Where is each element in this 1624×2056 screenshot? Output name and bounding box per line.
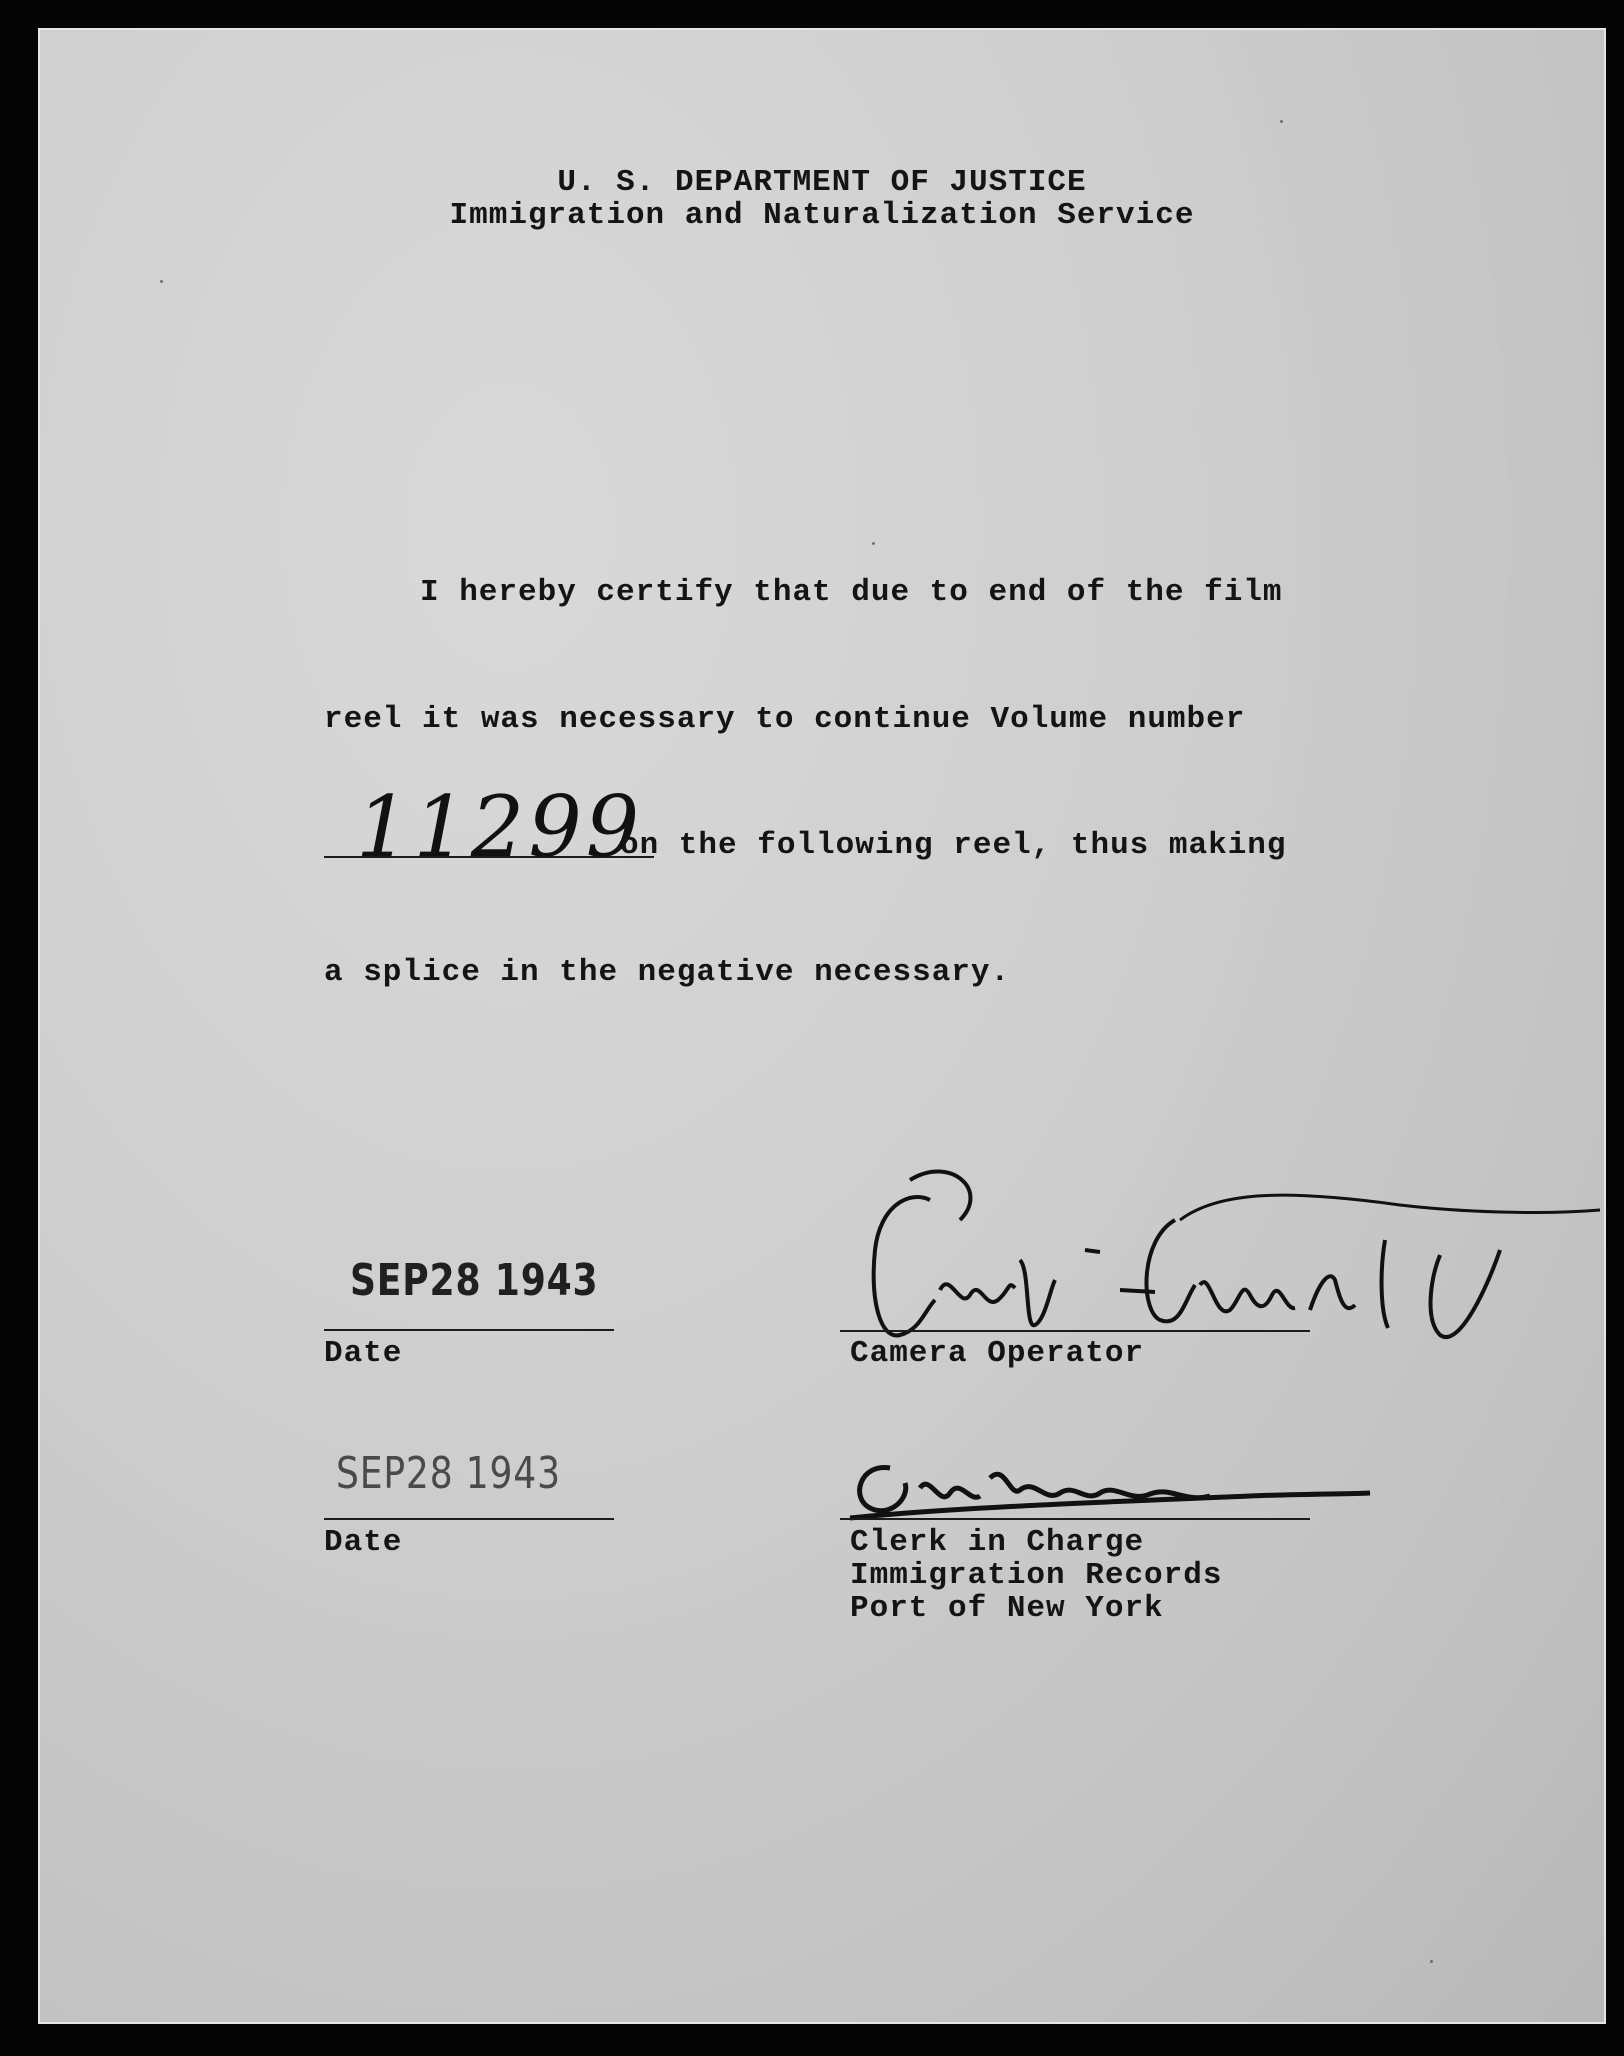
speck (1280, 120, 1283, 123)
date-stamp-2: SEP28 1943 (336, 1448, 561, 1499)
date-stamp-1: SEP28 1943 (350, 1255, 599, 1306)
certification-line-3: on the following reel, thus making (620, 828, 1287, 863)
camera-operator-line (840, 1330, 1310, 1332)
camera-operator-label: Camera Operator (850, 1336, 1145, 1371)
date-line-2 (324, 1518, 614, 1520)
date-label-1: Date (324, 1336, 403, 1371)
certification-line-4: a splice in the negative necessary. (324, 955, 1011, 990)
speck (1430, 1960, 1433, 1963)
date-label-2: Date (324, 1525, 403, 1560)
clerk-title-line-1: Clerk in Charge (850, 1525, 1145, 1560)
clerk-line (840, 1518, 1310, 1520)
agency-heading: Immigration and Naturalization Service (449, 198, 1195, 233)
department-heading: U. S. DEPARTMENT OF JUSTICE (557, 165, 1087, 200)
document-page (38, 28, 1606, 2024)
certification-line-1: I hereby certify that due to end of the film (420, 575, 1283, 610)
speck (160, 280, 163, 283)
volume-number-handwritten: 11299 (356, 778, 644, 876)
clerk-title-line-2: Immigration Records (850, 1558, 1223, 1593)
clerk-title-line-3: Port of New York (850, 1591, 1164, 1626)
certification-line-2: reel it was necessary to continue Volume number (324, 702, 1246, 737)
speck (872, 542, 875, 545)
date-line-1 (324, 1329, 614, 1331)
